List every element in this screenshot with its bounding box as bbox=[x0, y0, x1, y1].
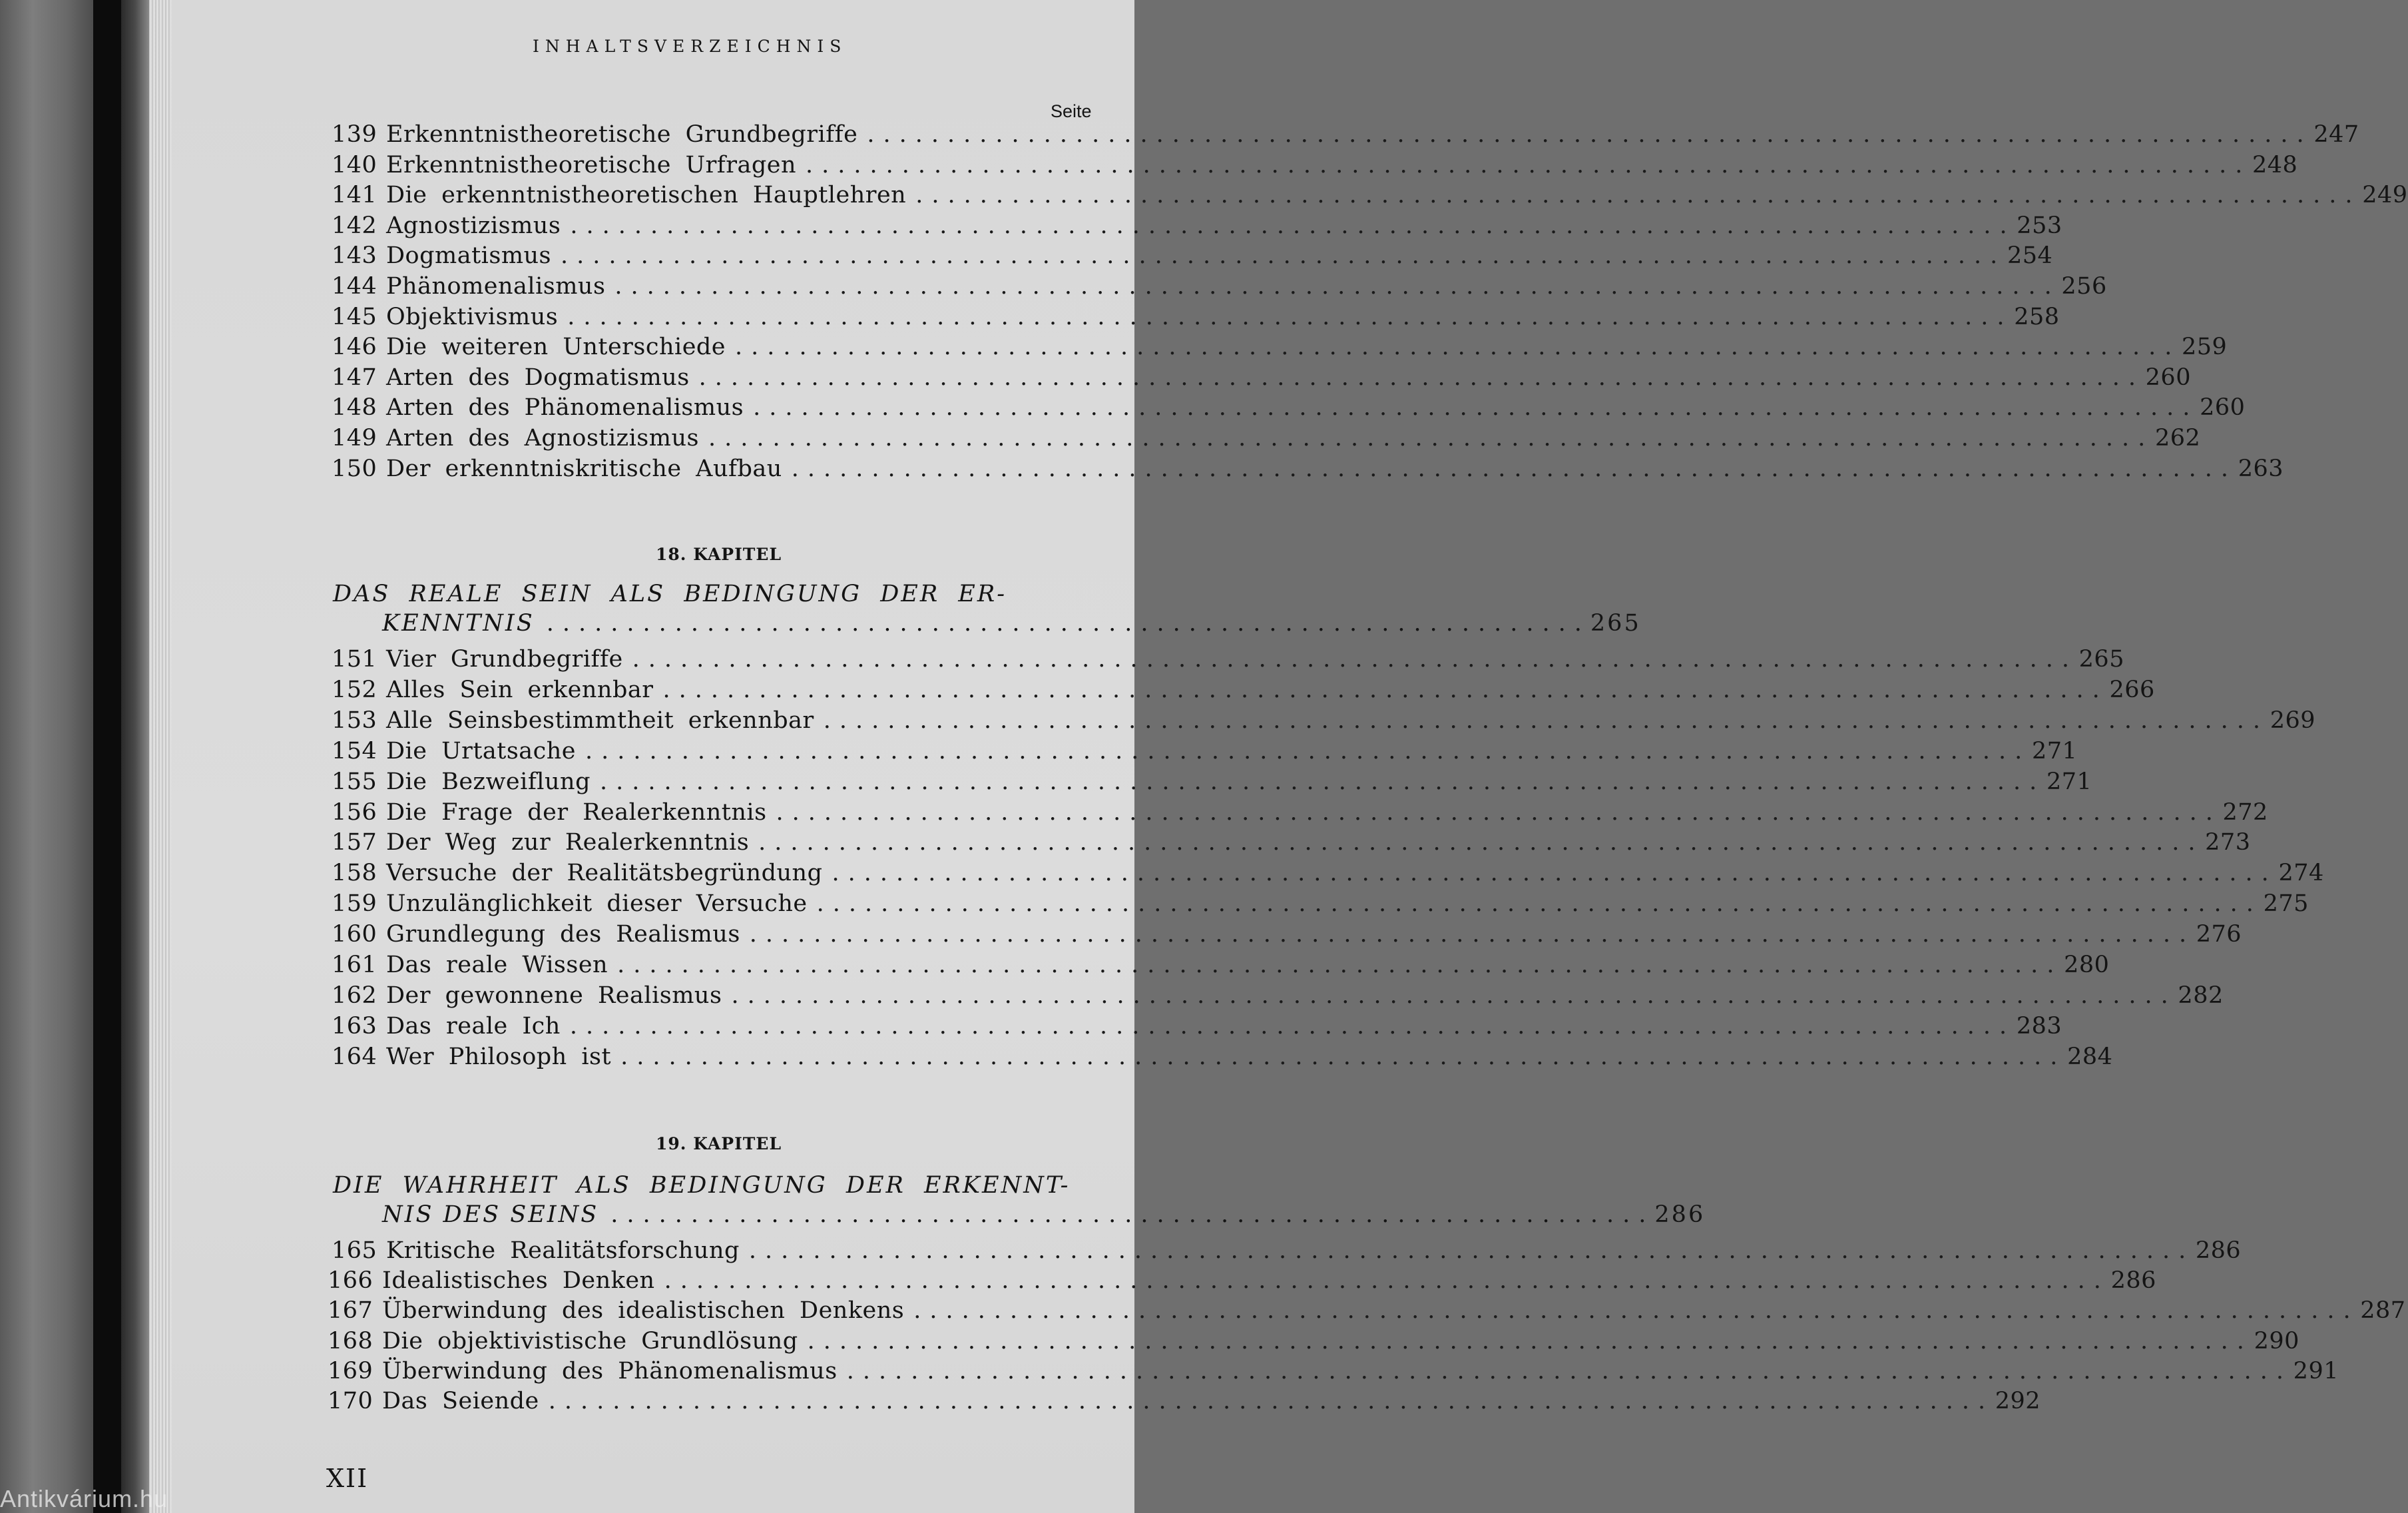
toc-entry-title: Der erkenntniskritische Aufbau bbox=[386, 455, 782, 482]
toc-entry-page: 282 bbox=[2178, 982, 2224, 1009]
toc-entry-title: Agnostizismus bbox=[386, 212, 561, 239]
dot-leader: .......................................................................................... bbox=[599, 768, 2046, 795]
toc-entry-page: 273 bbox=[2205, 829, 2251, 856]
toc-entry-number: 143 bbox=[332, 242, 377, 270]
toc-entry-number: 157 bbox=[332, 829, 377, 856]
toc-entry-page: 263 bbox=[2238, 455, 2284, 482]
toc-entry bbox=[328, 1357, 2339, 1387]
dot-leader: .......................................................................................... bbox=[617, 952, 2063, 978]
toc-entry-title: Das reale Wissen bbox=[386, 952, 608, 978]
dot-leader: .......................................................................................... bbox=[570, 212, 2016, 239]
toc-entry-page: 287 bbox=[2360, 1297, 2406, 1325]
toc-entry bbox=[332, 921, 2242, 950]
dot-leader: .......................................................................................... bbox=[913, 1297, 2359, 1325]
toc-entry bbox=[328, 1297, 2406, 1327]
dot-leader: .......................................................................................... bbox=[807, 1327, 2253, 1355]
toc-entry-number: 154 bbox=[332, 737, 377, 764]
chapter-19-page: 286 bbox=[1654, 1201, 1706, 1228]
toc-entry-page: 248 bbox=[2252, 151, 2298, 178]
dot-leader: .......................................................................................... bbox=[758, 829, 2204, 856]
page-edges bbox=[149, 0, 172, 1513]
toc-entry-number: 160 bbox=[332, 921, 377, 948]
toc-entry bbox=[332, 364, 2191, 394]
chapter-18-label: 18. KAPITEL bbox=[656, 545, 782, 564]
chapter-19-label: 19. KAPITEL bbox=[656, 1134, 782, 1153]
toc-entry-page: 260 bbox=[2145, 364, 2191, 391]
toc-entry-number: 169 bbox=[328, 1357, 373, 1384]
toc-entry-page: 275 bbox=[2263, 890, 2309, 918]
toc-entry bbox=[332, 1043, 2113, 1073]
dot-leader: .......................................................................................... bbox=[708, 425, 2154, 452]
dot-leader: .......................................................................................... bbox=[753, 394, 2199, 422]
toc-entry-title: Dogmatismus bbox=[386, 242, 552, 270]
toc-entry bbox=[332, 334, 2228, 363]
toc-entry-page: 260 bbox=[2200, 394, 2246, 422]
toc-entry-number: 165 bbox=[332, 1237, 377, 1264]
toc-entry-page: 291 bbox=[2293, 1357, 2339, 1384]
toc-entry bbox=[332, 829, 2251, 858]
toc-entry-number: 162 bbox=[332, 982, 377, 1009]
dot-leader: .......................................................................................... bbox=[832, 860, 2278, 887]
page-number-folio: XII bbox=[326, 1464, 369, 1493]
toc-entry-title: Objektivismus bbox=[386, 303, 559, 330]
toc-entry-number: 141 bbox=[332, 182, 377, 209]
toc-entry-number: 145 bbox=[332, 303, 377, 330]
running-head: INHALTSVERZEICHNIS bbox=[533, 37, 847, 56]
toc-entry-number: 164 bbox=[332, 1043, 377, 1070]
dot-leader: .......................................................................................... bbox=[806, 151, 2252, 178]
toc-entry-page: 290 bbox=[2254, 1327, 2299, 1355]
toc-entry-page: 258 bbox=[2014, 303, 2060, 330]
dot-leader: .......................................................................................... bbox=[748, 1237, 2195, 1264]
toc-entry-title: Das Seiende bbox=[382, 1388, 539, 1414]
toc-entry bbox=[332, 798, 2268, 828]
toc-entry-page: 254 bbox=[2007, 242, 2053, 270]
toc-entry-page: 283 bbox=[2016, 1012, 2062, 1040]
toc-entry bbox=[332, 676, 2155, 706]
toc-entry-title: Arten des Agnostizismus bbox=[386, 425, 699, 452]
chapter-18-page: 265 bbox=[1590, 610, 1641, 637]
toc-entry bbox=[332, 1012, 2062, 1042]
toc-entry-title: Vier Grundbegriffe bbox=[386, 646, 623, 673]
toc-entry bbox=[332, 394, 2246, 424]
watermark: Antikvárium.hu bbox=[0, 1485, 168, 1512]
dot-leader: ................................................................. bbox=[546, 610, 1590, 637]
dot-leader: .......................................................................................... bbox=[823, 707, 2270, 734]
toc-entry bbox=[332, 707, 2316, 737]
dot-leader: .......................................................................................... bbox=[749, 921, 2196, 948]
toc-entry-page: 269 bbox=[2270, 707, 2316, 734]
dot-leader: .......................................................................................... bbox=[567, 303, 2013, 330]
toc-entry-title: Überwindung des Phänomenalismus bbox=[382, 1357, 838, 1384]
dot-leader: .......................................................................................... bbox=[816, 890, 2262, 918]
toc-entry-title: Die objektivistische Grundlösung bbox=[382, 1327, 798, 1355]
dot-leader: .......................................................................................... bbox=[731, 982, 2177, 1009]
toc-entry-number: 148 bbox=[332, 394, 377, 422]
toc-entry-title: Grundlegung des Realismus bbox=[386, 921, 740, 948]
toc-entry-number: 170 bbox=[328, 1388, 373, 1414]
toc-entry-title: Arten des Phänomenalismus bbox=[386, 394, 744, 422]
chapter-18-title: DAS REALE SEIN ALS BEDINGUNG DER ER- bbox=[333, 581, 1007, 607]
toc-entry-page: 286 bbox=[2195, 1237, 2242, 1264]
toc-entry-page: 286 bbox=[2110, 1267, 2156, 1295]
toc-entry bbox=[332, 768, 2092, 798]
dot-leader: .......................................................................................... bbox=[585, 737, 2031, 764]
toc-entry bbox=[332, 982, 2224, 1012]
dot-leader: .......................................................................................... bbox=[867, 121, 2313, 148]
dot-leader: .......................................................................................... bbox=[735, 334, 2181, 361]
toc-entry-title: Erkenntnistheoretische Urfragen bbox=[386, 151, 797, 178]
toc-entry bbox=[332, 182, 2408, 211]
toc-entry-title: Überwindung des idealistischen Denkens bbox=[382, 1297, 905, 1325]
toc-entry bbox=[332, 151, 2298, 181]
toc-entry-page: 262 bbox=[2154, 425, 2201, 452]
toc-entry-number: 166 bbox=[328, 1267, 373, 1295]
toc-entry-page: 249 bbox=[2362, 182, 2408, 209]
toc-entry-number: 167 bbox=[328, 1297, 373, 1325]
book-spine bbox=[93, 0, 121, 1513]
toc-entry-page: 247 bbox=[2313, 121, 2359, 148]
toc-entry-number: 168 bbox=[328, 1327, 373, 1355]
dot-leader: .......................................................................................... bbox=[614, 273, 2060, 300]
toc-entry-page: 265 bbox=[2078, 646, 2124, 673]
toc-entry-number: 158 bbox=[332, 860, 377, 887]
toc-entry-page: 259 bbox=[2182, 334, 2228, 361]
toc-entry-page: 253 bbox=[2017, 212, 2062, 239]
toc-entry-number: 151 bbox=[332, 646, 377, 673]
dot-leader: .......................................................................................... bbox=[548, 1388, 1995, 1414]
dot-leader: ................................................................. bbox=[610, 1201, 1655, 1228]
toc-entry-number: 161 bbox=[332, 952, 377, 978]
toc-entry bbox=[332, 860, 2324, 889]
toc-entry-title: Erkenntnistheoretische Grundbegriffe bbox=[386, 121, 858, 148]
toc-entry-number: 156 bbox=[332, 798, 377, 826]
dot-leader: .......................................................................................... bbox=[915, 182, 2361, 209]
toc-entry bbox=[332, 303, 2060, 333]
page-column-label: Seite bbox=[1051, 101, 1092, 121]
dot-leader: .......................................................................................... bbox=[569, 1012, 2016, 1040]
toc-entry-number: 149 bbox=[332, 425, 377, 452]
toc-entry-page: 271 bbox=[2032, 737, 2078, 764]
toc-entry-number: 153 bbox=[332, 707, 377, 734]
toc-entry-title: Der gewonnene Realismus bbox=[386, 982, 722, 1009]
toc-entry bbox=[332, 1237, 2242, 1267]
toc-entry bbox=[332, 455, 2284, 485]
toc-entry-page: 276 bbox=[2196, 921, 2242, 948]
dot-leader: .......................................................................................... bbox=[846, 1357, 2292, 1384]
chapter-18-title-cont bbox=[382, 610, 1641, 637]
toc-entry-number: 140 bbox=[332, 151, 377, 178]
dot-leader: .......................................................................................... bbox=[632, 646, 2078, 673]
dot-leader: .......................................................................................... bbox=[664, 1267, 2110, 1295]
toc-entry-title: Kritische Realitätsforschung bbox=[386, 1237, 740, 1264]
toc-entry-title: Die Bezweiflung bbox=[386, 768, 591, 795]
toc-entry-number: 139 bbox=[332, 121, 377, 148]
toc-entry-page: 272 bbox=[2222, 798, 2268, 826]
toc-entry-title: Die erkenntnistheoretischen Hauptlehren bbox=[386, 182, 907, 209]
toc-entry bbox=[332, 425, 2201, 454]
toc-entry-title: Idealistisches Denken bbox=[382, 1267, 655, 1295]
toc-entry bbox=[332, 737, 2078, 767]
chapter-19-title-cont bbox=[382, 1201, 1706, 1228]
toc-entry-number: 159 bbox=[332, 890, 377, 918]
dot-leader: .......................................................................................... bbox=[620, 1043, 2066, 1070]
toc-entry bbox=[332, 273, 2107, 302]
toc-entry-title: Unzulänglichkeit dieser Versuche bbox=[386, 890, 808, 918]
toc-entry-title: Der Weg zur Realerkenntnis bbox=[386, 829, 750, 856]
toc-entry-title: Alle Seinsbestimmtheit erkennbar bbox=[386, 707, 814, 734]
toc-entry-number: 163 bbox=[332, 1012, 377, 1040]
dot-leader: .......................................................................................... bbox=[776, 798, 2222, 826]
toc-entry-title: Das reale Ich bbox=[386, 1012, 561, 1040]
chapter-18-title-line2: KENNTNIS bbox=[382, 610, 535, 637]
toc-entry-number: 147 bbox=[332, 364, 377, 391]
dot-leader: .......................................................................................... bbox=[662, 676, 2108, 703]
toc-entry-number: 155 bbox=[332, 768, 377, 795]
toc-entry-page: 284 bbox=[2067, 1043, 2113, 1070]
dot-leader: .......................................................................................... bbox=[791, 455, 2238, 482]
toc-entry-page: 271 bbox=[2046, 768, 2092, 795]
dot-leader: .......................................................................................... bbox=[561, 242, 2007, 270]
toc-entry bbox=[332, 121, 2359, 151]
toc-entry-number: 146 bbox=[332, 334, 377, 361]
book-spine-edge bbox=[121, 0, 149, 1513]
toc-entry-page: 280 bbox=[2064, 952, 2110, 978]
toc-entry-title: Phänomenalismus bbox=[386, 273, 606, 300]
toc-entry bbox=[332, 646, 2124, 675]
book-gutter-shadow bbox=[0, 0, 93, 1513]
toc-entry bbox=[328, 1327, 2299, 1357]
toc-entry-page: 292 bbox=[1995, 1388, 2041, 1414]
toc-entry-title: Die Urtatsache bbox=[386, 737, 577, 764]
toc-entry-number: 152 bbox=[332, 676, 377, 703]
toc-entry-number: 142 bbox=[332, 212, 377, 239]
toc-entry-page: 256 bbox=[2061, 273, 2107, 300]
toc-entry bbox=[332, 890, 2309, 920]
toc-entry-title: Die weiteren Unterschiede bbox=[386, 334, 726, 361]
toc-entry bbox=[328, 1267, 2156, 1297]
toc-entry bbox=[328, 1388, 2041, 1417]
toc-entry bbox=[332, 212, 2062, 242]
toc-entry-title: Arten des Dogmatismus bbox=[386, 364, 690, 391]
dot-leader: .......................................................................................... bbox=[698, 364, 2144, 391]
toc-entry-page: 274 bbox=[2278, 860, 2324, 887]
toc-entry-number: 150 bbox=[332, 455, 377, 482]
toc-entry-title: Versuche der Realitätsbegründung bbox=[386, 860, 823, 887]
chapter-19-title: DIE WAHRHEIT ALS BEDINGUNG DER ERKENNT- bbox=[333, 1172, 1071, 1199]
toc-entry-title: Wer Philosoph ist bbox=[386, 1043, 612, 1070]
chapter-19-title-line2: NIS DES SEINS bbox=[382, 1201, 599, 1228]
toc-entry-number: 144 bbox=[332, 273, 377, 300]
toc-entry bbox=[332, 952, 2110, 981]
toc-entry-title: Alles Sein erkennbar bbox=[386, 676, 654, 703]
toc-entry-page: 266 bbox=[2109, 676, 2155, 703]
toc-entry bbox=[332, 242, 2053, 272]
toc-entry-title: Die Frage der Realerkenntnis bbox=[386, 798, 767, 826]
